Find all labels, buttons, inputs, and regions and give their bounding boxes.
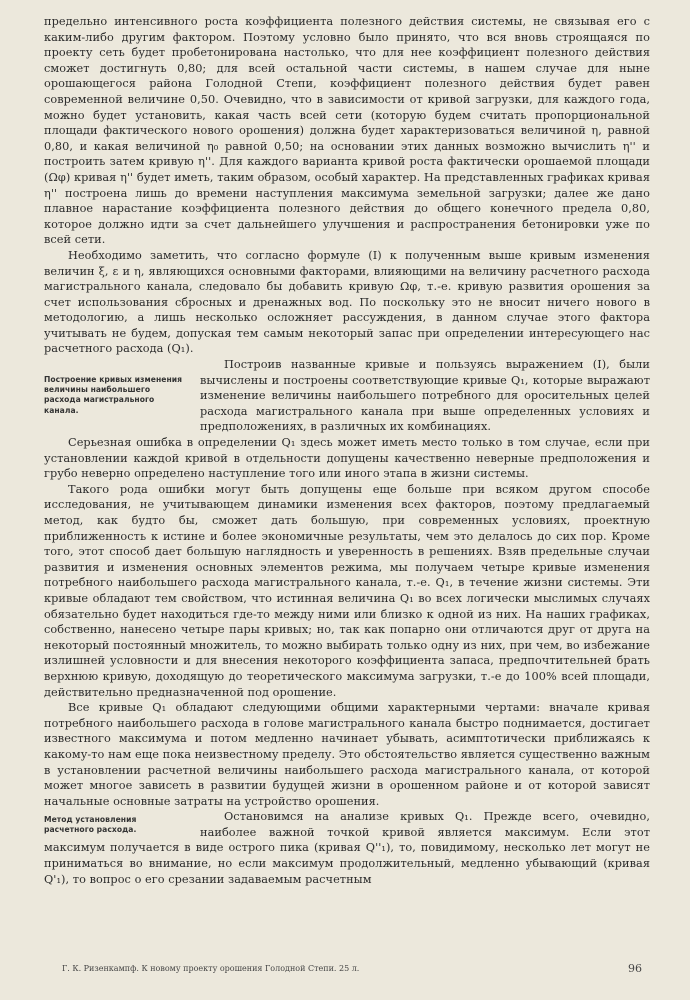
paragraph-4: Серьезная ошибка в определении Q₁ здесь может иметь место только в том случае, если при установлении каждой кривой в отдельности допущены качественно неверные предположения и грубо неверно определено наступление того или иного этапа в жизни системы. [44,436,650,481]
section-method [44,809,650,887]
footer-caption: Г. К. Ризенкампф. К новому проекту орошения Голодной Степи. 25 л. [62,964,360,973]
paragraph-1: предельно интенсивного роста коэффициента полезного действия системы, не связывая его с каким-либо другим фактором. Поэтому условно было принято, что вся вновь строящаяся по проекту сеть будет пробетонирована настолько, что для нее коэффициент полезного действия сможет достигнуть 0,80; для всей остальной части системы, в нашем случае для ныне орошающегося района Голодной Степи, коэффициент полезного действия будет равен современной величине 0,50. Очевидно, что в зависимости от кривой загрузки, для каждого года, можно будет установить, какая часть всей сети (которую будем считать пропорциональной площади фактического нового орошения) должна будет характеризоваться величиной η, равной 0,80, и какая величиной η₀ равной 0,50; на основании этих данных возможно вычислить η'' и построить затем кривую η''. Для каждого варианта кривой роста фактически орошаемой площади (Ωφ) кривая η'' будет иметь, таким образом, особый характер. На представленных графиках кривая η'' построена лишь до времени наступления максимума земельной загрузки; далее же дано плавное нарастание коэффициента полезного действия до общего конечного предела 0,80, которое должно идти за счет дальнейшего улучшения и распространения бетонировки уже по всей сети. [44,15,650,247]
page-number: 96 [628,962,642,975]
page-footer [62,964,642,973]
paragraph-6: Все кривые Q₁ обладают следующими общими характерными чертами: вначале кривая потребного наибольшего расхода в голове магистрального канала быстро поднимается, достигает известного максимума и потом медленно начинает убывать, асимптотически приближаясь к какому-то нам еще пока неизвестному пределу. Это обстоятельство является существенно важным в установлении расчетной величины наибольшего расхода магистрального канала, от которой может многое зависеть в развитии будущей жизни в орошенном районе и от которой зависят начальные основные затраты на устройство орошения. [44,701,650,808]
body-text [44,14,650,887]
section-curves [44,357,650,435]
paragraph-2: Необходимо заметить, что согласно формуле (I) к полученным выше кривым изменения величин ξ, ε и η, являющихся основными факторами, влияющими на величину расчетного расхода магистрального канала, следовало бы добавить кривую Ωφ, т.-е. кривую развития орошения за счет использования сбросных и дренажных вод. По поскольку это не вносит ничего нового в методологию, а лишь несколько осложняет рассуждения, в данном случае этого фактора учитывать не будем, допуская тем самым некоторый запас при определении интересующего нас расчетного расхода (Q₁). [44,248,650,356]
paragraph-3: Построив названные кривые и пользуясь выражением (I), были вычислены и построены соответствующие кривые Q₁, которые выражают изменение величины наибольшего потребного для оросительных целей расхода магистрального канала при выше определенных условиях и предположениях, в различных их комбинациях. [200,358,650,434]
margin-note-method: Метод установления расчетного расхода. [44,815,137,835]
paragraph-7: Остановимся на анализе кривых Q₁. Прежде всего, очевидно, наиболее важной точкой кривой является максимум. Если этот максимум получается в виде острого пика (кривая Q''₁), то, повидимому, несколько лет могут не приниматься во внимание, но если максимум продолжительный, медленно убывающий (кривая Q'₁), то вопрос о его срезании задаваемым расчетным [44,810,650,886]
paragraph-5: Такого рода ошибки могут быть допущены еще больше при всяком другом способе исследования, не учитывающем динамики изменения всех факторов, поэтому предлагаемый метод, как будто бы, сможет дать большую, при современных условиях, проектную приближенность к истине и более экономичные результаты, чем это делалось до сих пор. Кроме того, этот способ дает большую наглядность и уверенность в решениях. Взяв предельные случаи развития и изменения основных элементов режима, мы получаем четыре кривые изменения потребного наибольшего расхода магистрального канала, т.-е. Q₁, в течение жизни системы. Эти кривые обладают тем свойством, что истинная величина Q₁ во всех логически мыслимых случаях обязательно будет находиться где-то между ними или близко к одной из них. На наших графиках, собственно, нанесено четыре пары кривых; но, так как попарно они отличаются друг от друга на некоторый постоянный множитель, то можно выбирать только одну из них, при чем, во избежание излишней условности и для внесения некоторого коэффициента запаса, предпочтительней брать верхнюю кривую, доходящую до теоретического максимума загрузки, т.-е до 100% всей площади, действительно предназначенной под орошение. [44,482,650,699]
margin-note-curves: Построение кривых изменения величины наибольшего расхода магистрального канала. [44,375,183,415]
